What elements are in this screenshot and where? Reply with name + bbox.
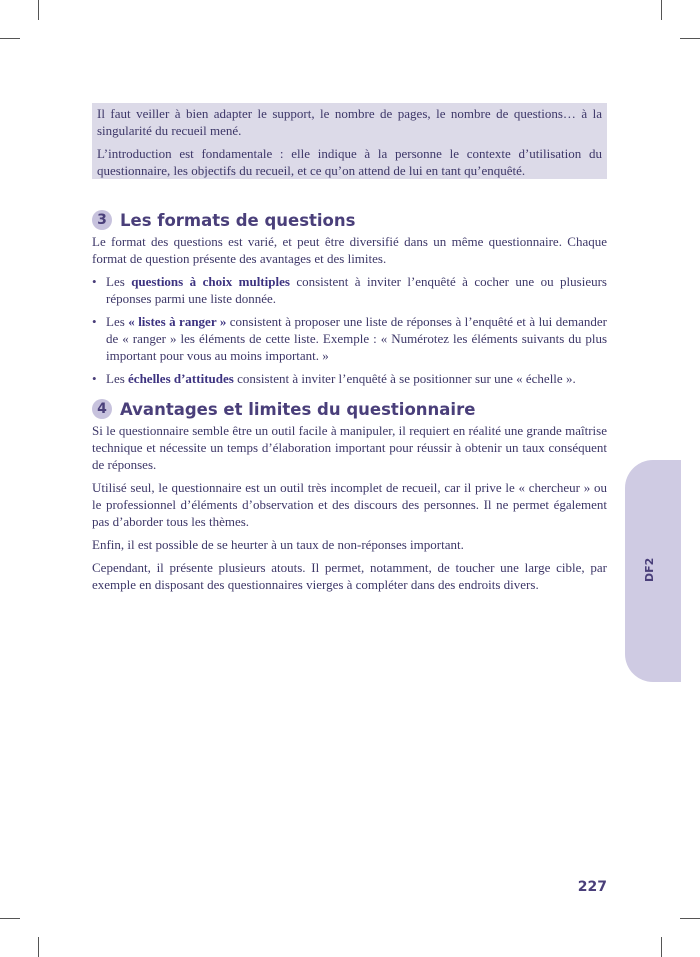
section-advantages [92,398,607,599]
section-formats [92,209,607,393]
section-number: 4 [92,399,112,419]
box-paragraph: Il faut veiller à bien adapter le support, le nombre de pages, le nombre de questions… à la singularité du recueil mené. [97,106,602,138]
list-item: • Les échelles d’attitudes consistent à inviter l’enquêté à se positionner sur une « échelle ». [92,370,607,387]
list-item: • Les questions à choix multiples consistent à inviter l’enquêté à cocher une ou plusieurs réponses parmi une liste donnée. [92,273,607,307]
paragraph: Enfin, il est possible de se heurter à un taux de non-réponses important. [92,537,464,552]
crop-mark [680,38,700,39]
crop-mark [661,937,662,957]
section-title: Les formats de questions [120,210,356,230]
list-item: • Les « listes à ranger » consistent à proposer une liste de réponses à l’enquêté et à lui demander de « ranger » les éléments de cette liste. Exemple : « Numérotez les éléments suivants du plus important pour vous au moins important. » [92,313,607,364]
paragraph: Le format des questions est varié, et peut être diversifié dans un même questionnaire. Chaque format de question présente des avantages et des limites. [92,234,607,266]
section-number: 3 [92,210,112,230]
chapter-tab-label: DF2 [643,557,656,582]
crop-mark [661,0,662,20]
section-heading [92,209,607,231]
paragraph: Si le questionnaire semble être un outil facile à manipuler, il requiert en réalité une grande maîtrise technique et nécessite un temps d’élaboration important pour réussir à obtenir un taux conséquent de réponses. [92,423,607,472]
crop-mark [0,38,20,39]
section-title: Avantages et limites du questionnaire [120,399,476,419]
crop-mark [680,918,700,919]
page-number: 227 [577,879,607,895]
bullet-list [92,273,607,387]
crop-mark [0,918,20,919]
section-heading [92,398,607,420]
box-paragraph: L’introduction est fondamentale : elle indique à la personne le contexte d’utilisation du questionnaire, les objectifs du recueil, et ce qu’on attend de lui en tant qu’enquêté. [97,146,602,178]
highlight-box [92,103,607,179]
paragraph: Utilisé seul, le questionnaire est un outil très incomplet de recueil, car il prive le « chercheur » ou le professionnel d’éléments d’observation et des discours des personnes. Il ne permet également pas d’aborder tous les thèmes. [92,480,607,529]
crop-mark [38,0,39,20]
paragraph: Cependant, il présente plusieurs atouts. Il permet, notamment, de toucher une large cible, par exemple en disposant des questionnaires vierges à compléter dans des endroits divers. [92,560,607,592]
crop-mark [38,937,39,957]
